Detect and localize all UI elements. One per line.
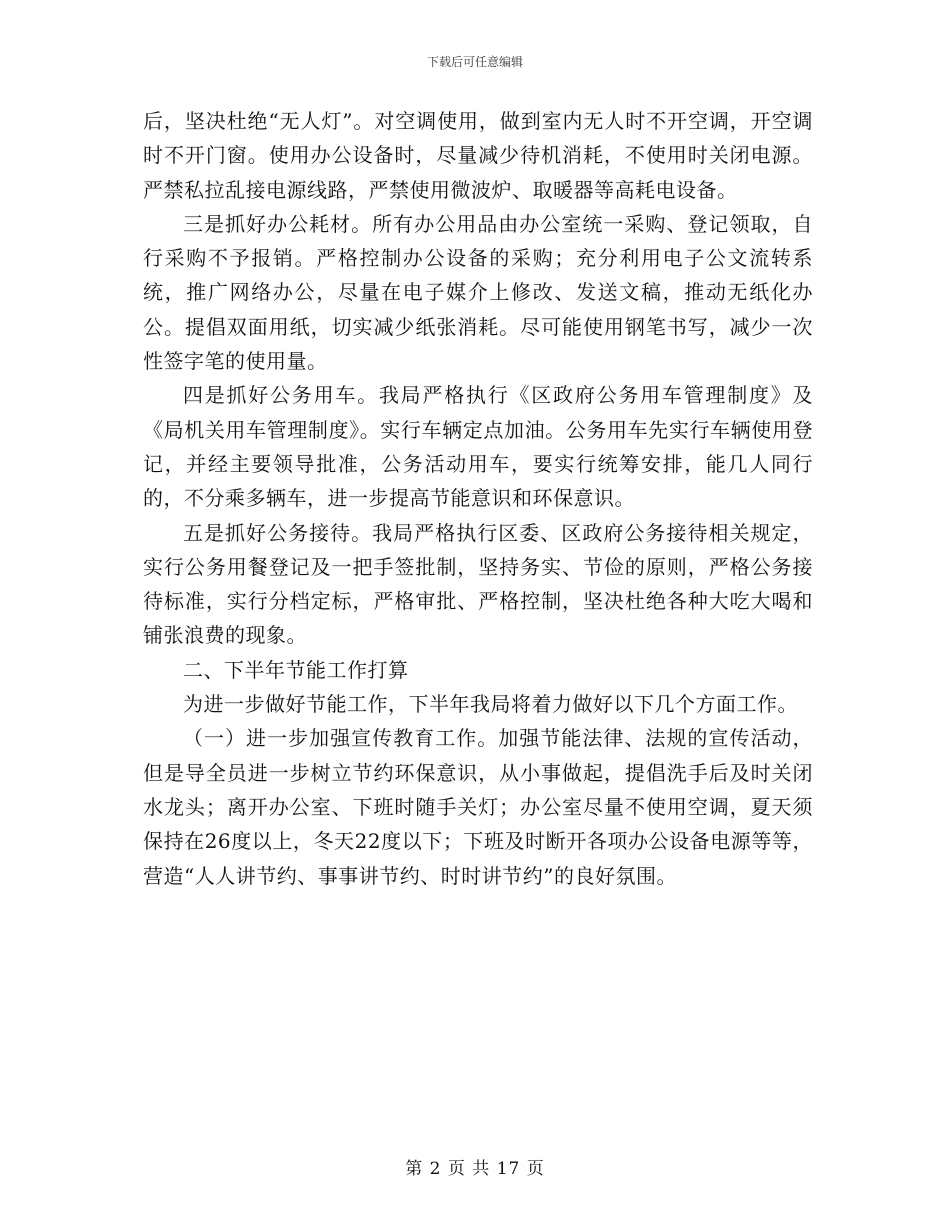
document-body <box>143 104 813 893</box>
paragraph-official-vehicles: 四是抓好公务用车。我局严格执行《区政府公务用车管理制度》及《局机关用车管理制度》。实行车辆定点加油。公务用车先实行车辆使用登记，并经主要领导批准，公务活动用车，要实行统筹安排，能几人同行的，不分乘多辆车，进一步提高节能意识和环保意识。 <box>143 383 813 511</box>
paragraph-office-supplies: 三是抓好办公耗材。所有办公用品由办公室统一采购、登记领取，自行采购不予报销。严格控制办公设备的采购；充分利用电子公文流转系统，推广网络办公，尽量在电子媒介上修改、发送文稿，推动无纸化办公。提倡双面用纸，切实减少纸张消耗。尽可能使用钢笔书写，减少一次性签字笔的使用量。 <box>143 211 813 374</box>
paragraph-plan-intro: 为进一步做好节能工作，下半年我局将着力做好以下几个方面工作。 <box>183 692 798 717</box>
page-number-footer: 第 2 页 共 17 页 <box>405 1159 545 1179</box>
page-header: 下载后可任意编辑 <box>426 55 523 69</box>
paragraph-continuation: 后，坚决杜绝“无人灯”。对空调使用，做到室内无人时不开空调，开空调时不开门窗。使用办公设备时，尽量减少待机消耗，不使用时关闭电源。严禁私拉乱接电源线路，严禁使用微波炉、取暖器等高耗电设备。 <box>143 109 813 202</box>
section-heading-second-half-plan: 二、下半年节能工作打算 <box>183 657 409 682</box>
paragraph-official-reception: 五是抓好公务接待。我局严格执行区委、区政府公务接待相关规定，实行公务用餐登记及一把手签批制，坚持务实、节俭的原则，严格公务接待标准，实行分档定标，严格审批、严格控制，坚决杜绝各种大吃大喝和铺张浪费的现象。 <box>143 520 813 648</box>
paragraph-publicity-education: （一）进一步加强宣传教育工作。加强节能法律、法规的宣传活动，但是导全员进一步树立节约环保意识，从小事做起，提倡洗手后及时关闭水龙头；离开办公室、下班时随手关灯；办公室尽量不使用空调，夏天须保持在26度以上，冬天22度以下；下班及时断开各项办公设备电源等等，营造“人人讲节约、事事讲节约、时时讲节约”的良好氛围。 <box>143 726 813 888</box>
